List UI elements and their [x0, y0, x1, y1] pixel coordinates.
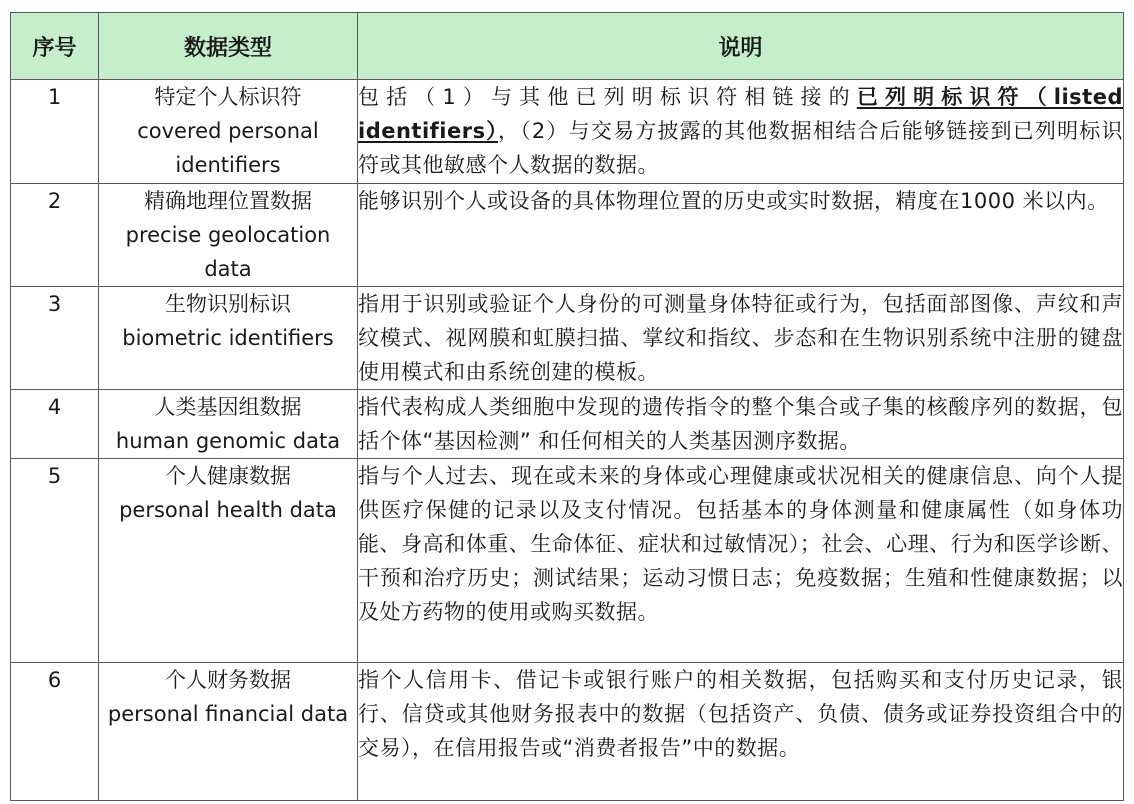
table-row — [11, 390, 1124, 459]
type-zh: 个人健康数据 — [165, 464, 291, 488]
row-type — [99, 663, 358, 801]
table-row — [11, 184, 1124, 287]
type-en: precise geolocation data — [125, 223, 331, 281]
row-number: 4 — [11, 390, 99, 459]
type-zh: 个人财务数据 — [165, 668, 291, 692]
desc-post: ，（2）与交易方披露的其他数据相结合后能够链接到已列明标识符或其他敏感个人数据的数据。 — [358, 119, 1124, 177]
table-row — [11, 287, 1124, 390]
type-en: human genomic data — [115, 429, 341, 453]
row-number: 1 — [11, 80, 99, 184]
type-zh: 人类基因组数据 — [154, 395, 302, 419]
table-header — [11, 13, 1124, 80]
header-no: 序号 — [11, 13, 99, 80]
type-zh: 生物识别标识 — [165, 292, 291, 316]
row-description: 能够识别个人或设备的具体物理位置的历史或实时数据，精度在1000 米以内。 — [358, 184, 1124, 287]
row-type — [99, 287, 358, 390]
row-type — [99, 80, 358, 184]
row-description — [358, 80, 1124, 184]
row-number: 6 — [11, 663, 99, 801]
row-number: 5 — [11, 459, 99, 663]
type-en: biometric identifiers — [122, 326, 334, 350]
table-row — [11, 663, 1124, 801]
row-description: 指用于识别或验证个人身份的可测量身体特征或行为，包括面部图像、声纹和声纹模式、视网膜和虹膜扫描、掌纹和指纹、步态和在生物识别系统中注册的键盘使用模式和由系统创建的模板。 — [358, 287, 1124, 390]
data-types-table — [10, 12, 1124, 801]
type-zh: 精确地理位置数据 — [144, 189, 312, 213]
header-desc: 说明 — [358, 13, 1124, 80]
row-description: 指代表构成人类细胞中发现的遗传指令的整个集合或子集的核酸序列的数据，包括个体“基因检测” 和任何相关的人类基因测序数据。 — [358, 390, 1124, 459]
header-row — [11, 13, 1124, 80]
table-body — [11, 80, 1124, 801]
desc-emphasis: 已列明标识符（listed identifiers） — [358, 85, 1123, 143]
type-en: covered personal identifiers — [137, 119, 319, 177]
table-row — [11, 459, 1124, 663]
row-description: 指与个人过去、现在或未来的身体或心理健康或状况相关的健康信息、向个人提供医疗保健的记录以及支付情况。包括基本的身体测量和健康属性（如身体功能、身高和体重、生命体征、症状和过敏情况）；社会、心理、行为和医学诊断、干预和治疗历史；测试结果；运动习惯日志；免疫数据；生殖和性健康数据；以及处方药物的使用或购买数据。 — [358, 459, 1124, 663]
table-row — [11, 80, 1124, 184]
row-number: 3 — [11, 287, 99, 390]
row-description: 指个人信用卡、借记卡或银行账户的相关数据，包括购买和支付历史记录，银行、信贷或其他财务报表中的数据（包括资产、负债、债务或证券投资组合中的交易），在信用报告或“消费者报告”中的数据。 — [358, 663, 1124, 801]
type-zh: 特定个人标识符 — [154, 85, 302, 109]
desc-pre: 包括（1）与其他已列明标识符相链接的 — [358, 85, 857, 109]
row-type — [99, 390, 358, 459]
row-type — [99, 459, 358, 663]
type-en: personal financial data — [107, 702, 349, 726]
row-type — [99, 184, 358, 287]
row-number: 2 — [11, 184, 99, 287]
type-en: personal health data — [119, 498, 337, 522]
header-type: 数据类型 — [99, 13, 358, 80]
